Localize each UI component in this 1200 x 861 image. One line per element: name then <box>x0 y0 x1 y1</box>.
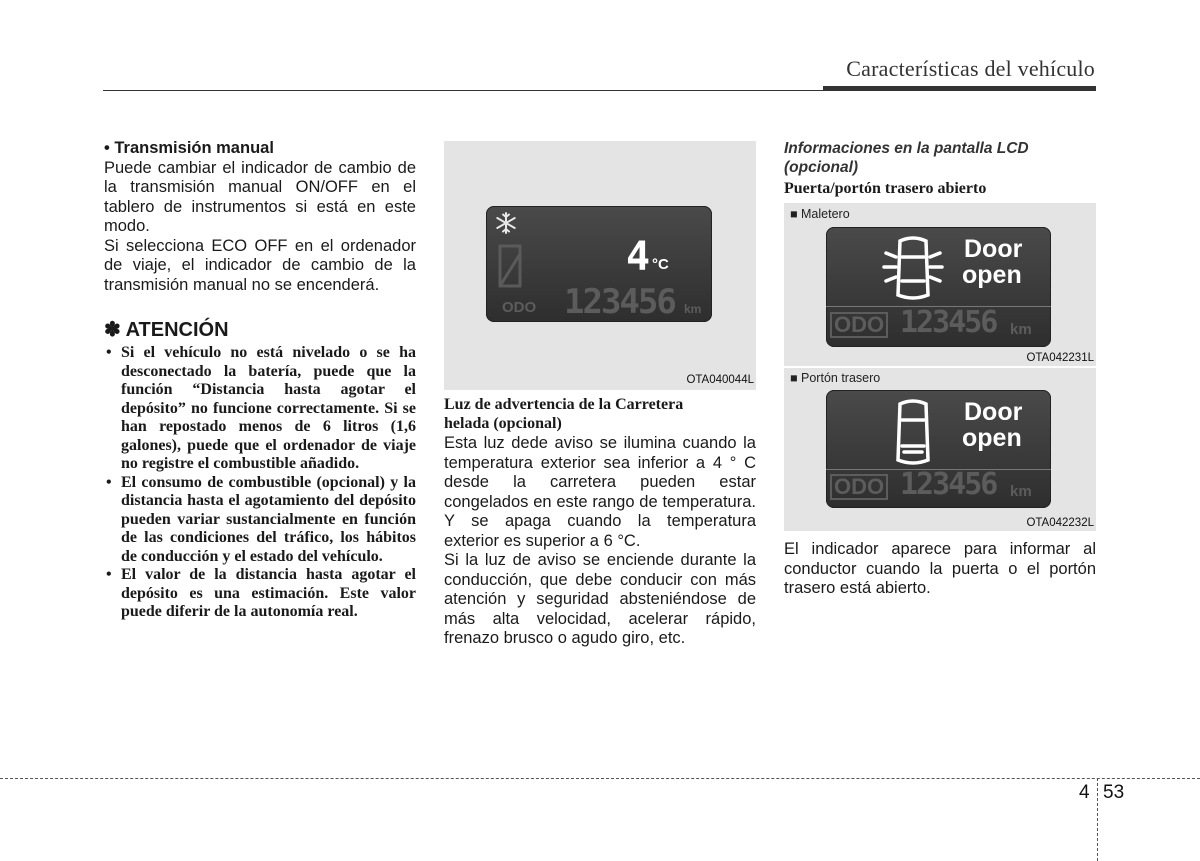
section-subheading: • Transmisión manual <box>104 139 274 157</box>
chapter-number: 4 <box>1079 782 1090 803</box>
page-number: 53 <box>1103 782 1125 803</box>
figure-code: OTA040044L <box>686 374 754 386</box>
door-status-line-2: open <box>962 424 1022 452</box>
odo-value: 123456 <box>900 467 997 502</box>
paragraph: El indicador aparece para informar al conductor cuando la puerta o el portón trasero está abierto. <box>784 540 1096 597</box>
attention-item: • Si el vehículo no está nivelado o se ha desconectado la batería, puede que la función “Distancia hasta agotar el depósito” no funcione correctamente. Si se han repostado menos de 6 litros (1,6 galones), puede que el ordenador de viaje no registre el combustible añadido. <box>104 344 416 474</box>
figure-code: OTA042231L <box>1026 352 1094 364</box>
attention-item: • El consumo de combustible (opcional) y la distancia hasta el agotamiento del depósito pueden variar sustancialmente en función de las condiciones del tráfico, los hábitos de conducción y el estado del vehículo. <box>104 474 416 567</box>
attention-heading: ✽ ATENCIÓN <box>104 319 229 341</box>
header-rule-accent <box>823 86 1096 91</box>
right-column-heading <box>784 139 1096 199</box>
section-subheading: Puerta/portón trasero abierto <box>784 180 987 197</box>
attention-list <box>104 344 416 622</box>
door-status-line-2: open <box>962 261 1022 289</box>
figure-label: ■ Portón trasero <box>790 371 881 385</box>
attention-item: • El valor de la distancia hasta agotar el depósito es una estimación. Este valor puede diferir de la autonomía real. <box>104 566 416 622</box>
temperature-unit: °C <box>652 256 669 273</box>
figure-label: ■ Maletero <box>790 207 850 221</box>
footer-rule <box>0 778 1200 779</box>
odo-unit: km <box>684 302 702 316</box>
door-open-figure-1 <box>784 203 1096 366</box>
snowflake-icon <box>494 211 518 235</box>
odo-label: ODO <box>502 299 537 316</box>
odo-unit: km <box>1010 483 1032 500</box>
odo-value: 123456 <box>564 282 675 322</box>
icy-road-figure <box>444 141 756 390</box>
odo-label: ODO <box>830 312 888 338</box>
temperature-value: 4 <box>626 234 651 280</box>
lcd-display <box>826 390 1051 508</box>
door-status-line-1: Door <box>964 235 1023 263</box>
lcd-display <box>826 227 1051 347</box>
section-heading: Informaciones en la pantalla LCD (opcional) <box>784 140 1029 176</box>
fuel-gauge-icon <box>494 244 534 296</box>
figure-code: OTA042232L <box>1026 517 1094 529</box>
section-heading: Luz de advertencia de la Carretera helada (opcional) <box>444 396 684 432</box>
door-status-line-1: Door <box>964 398 1023 426</box>
lcd-display <box>486 206 712 322</box>
car-doors-open-icon <box>880 233 946 305</box>
footer-divider <box>1097 778 1098 861</box>
door-open-figure-2 <box>784 368 1096 531</box>
paragraph: Si la luz de aviso se enciende durante la conducción, que debe conducir con más atención y seguridad absteniéndose de más alta velocidad, acelerar rápido, frenazo brusco o agudo giro, etc. <box>444 551 756 647</box>
paragraph: Esta luz dede aviso se ilumina cuando la temperatura exterior sea inferior a 4 ° C desde la carretera pueden estar congelados en este rango de temperatura. Y se apaga cuando la temperatura exterior es superior a 6 °C. <box>444 434 756 550</box>
car-trunk-open-icon <box>888 396 938 468</box>
middle-column-text <box>444 396 756 649</box>
paragraph: Puede cambiar el indicador de cambio de la transmisión manual ON/OFF en el tablero de instrumentos si está en este modo. <box>104 158 416 235</box>
odo-value: 123456 <box>900 305 997 340</box>
page-header-title: Características del vehículo <box>846 56 1095 81</box>
odo-unit: km <box>1010 321 1032 338</box>
odo-label: ODO <box>830 474 888 500</box>
left-column <box>104 139 416 295</box>
paragraph: Si selecciona ECO OFF en el ordenador de viaje, el indicador de cambio de la transmisión manual no se encenderá. <box>104 236 416 294</box>
header-rule <box>103 90 823 91</box>
